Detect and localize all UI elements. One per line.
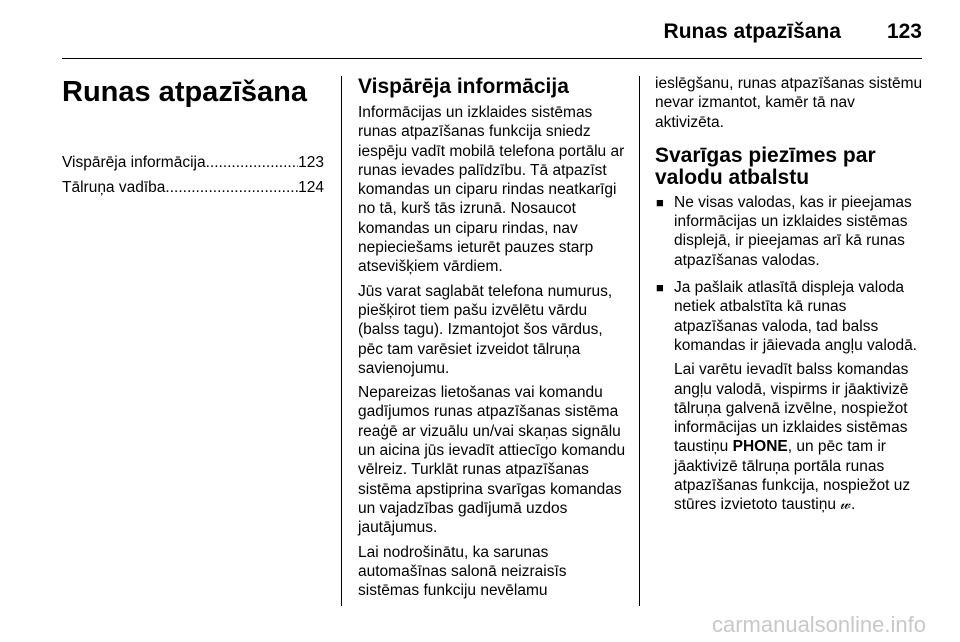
subparagraph-end: . — [851, 496, 856, 514]
subparagraph-text: , un pēc tam ir jāaktivizē tālruņa portāla runas atpazīšanas funkcija, nospiežot uz stūres izvietoto taustiņu — [674, 438, 911, 514]
body-paragraph: Nepareizas lietošanas vai komandu gadījumos runas atpazīšanas sistēma reaģē ar vizuālu un/vai skaņas signālu un aicina jūs ievadīt attiecīgo komandu vēlreiz. Turklāt runas atpazīšanas sistēma apstiprina svarīgas komandas un vajadzības gadījumā uzdos jautājumus. — [358, 384, 626, 537]
section-language-support — [655, 74, 927, 523]
bullet-icon: ■ — [656, 194, 664, 210]
toc-entry-label: Tālruņa vadība — [62, 179, 166, 196]
list-item — [655, 193, 927, 270]
section-general-info — [358, 74, 628, 605]
body-paragraph-continued — [358, 543, 628, 601]
running-head-title: Runas atpazīšana — [663, 20, 841, 43]
toc-entry-page: 124 — [298, 179, 324, 196]
list-item-subparagraph — [674, 360, 927, 514]
toc-entry-page: 123 — [298, 154, 324, 171]
subparagraph-text: Lai varētu ievadīt balss komandas angļu valodā, vispirms ir jāaktivizē tālruņa galvenā izvēlne, nospiežot informācijas un izklaides sistēmas taustiņu — [674, 361, 909, 456]
phone-button-label: PHONE — [732, 438, 788, 456]
steering-voice-icon: 𝓌 — [840, 496, 852, 514]
toc-entry-label: Vispārēja informācija — [62, 154, 206, 171]
toc-leader — [165, 175, 298, 200]
watermark: carmanualsonline.info — [711, 612, 926, 637]
bullet-icon: ■ — [656, 280, 664, 296]
bullet-list — [655, 193, 927, 515]
body-paragraph: Jūs varat saglabāt telefona numurus, piešķirot tiem pašu izvēlētu vārdu (balss tagu). Izmantojot šos vārdus, pēc tam varēsiet izveidot tālruņa savienojumu. — [358, 282, 613, 377]
toc-entry[interactable] — [62, 150, 324, 175]
list-item-text: Ne visas valodas, kas ir pieejamas informācijas un izklaides sistēmas displejā, ir pieejamas arī kā runas atpazīšanas valodas. — [674, 193, 912, 269]
chapter-column — [62, 74, 324, 200]
chapter-title: Runas atpazīšana — [62, 76, 307, 108]
list-item — [655, 278, 927, 515]
column-divider — [341, 76, 342, 606]
column-divider — [639, 76, 640, 606]
header-rule — [62, 58, 922, 59]
list-item-text: Ja pašlaik atlasītā displeja valoda netiek atbalstīta kā runas atpazīšanas valoda, tad balss komandas ir jāievada angļu valodā. — [674, 279, 917, 354]
body-paragraph-continuation: ieslēgšanu, runas atpazīšanas sistēmu nevar izmantot, kamēr tā nav aktivizēta. — [655, 75, 923, 131]
running-head — [664, 20, 922, 44]
section-heading: Vispārēja informācija — [358, 75, 569, 98]
toc-entry[interactable] — [62, 175, 324, 200]
page-number: 123 — [886, 20, 922, 43]
body-paragraph: Informācijas un izklaides sistēmas runas atpazīšanas funkcija sniedz iespēju vadīt mobilā telefona portālu ar runas ievades palīdzību. Tā atpazīst komandas un ciparu rindas neatkarīgi no tā, kurš tās izrunā. Nosaucot komandas un ciparu rindas, nav nepieciešams ieturēt pauzes starp atsevišķiem vārdiem. — [358, 104, 625, 276]
toc-leader — [206, 150, 299, 175]
paragraph-text: Lai nodrošinātu, ka sarunas automašīnas salonā neizraisīs sistēmas funkciju nevēlamu — [358, 543, 567, 600]
section-heading: Svarīgas piezīmes par valodu atbalstu — [655, 143, 876, 189]
